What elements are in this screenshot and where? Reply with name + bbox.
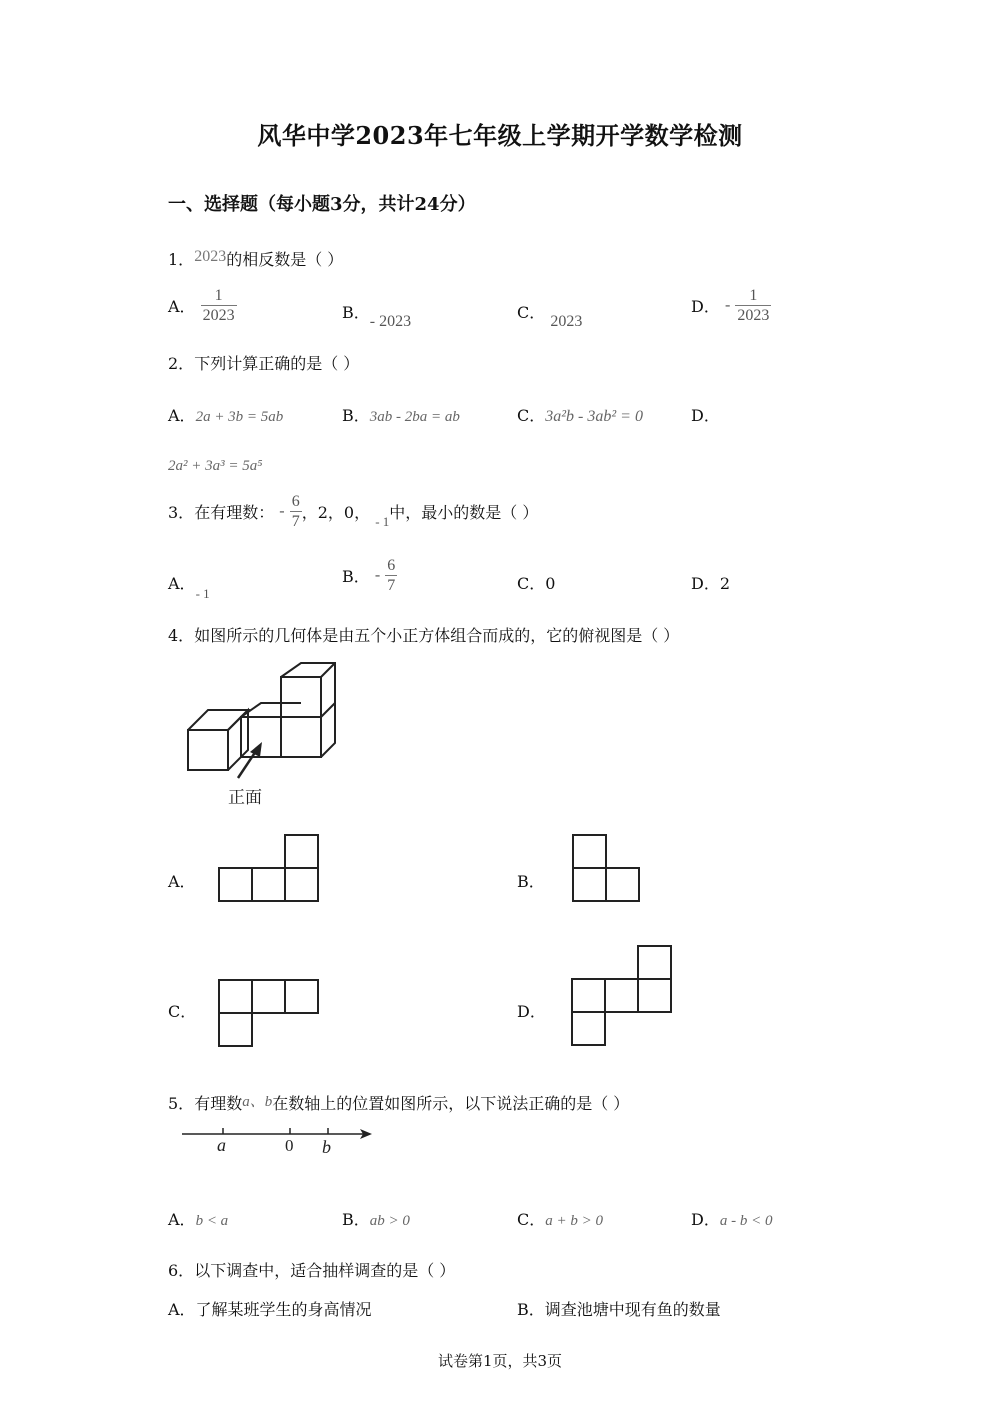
axis-label-b: b [322, 1137, 331, 1157]
question-6: 6．以下调查中，适合抽样调查的是（ ） [168, 1261, 456, 1280]
q4-option-c-label: C． [168, 1002, 197, 1021]
front-label: 正面 [228, 788, 262, 808]
q6-option-b: B．调查池塘中现有鱼的数量 [517, 1300, 721, 1319]
q3-option-a: A．$_{- 1}$ [168, 574, 210, 601]
q4-option-b-figure [571, 833, 643, 905]
q5-option-c: C．a + b > 0 [517, 1210, 603, 1229]
q2-option-a: A．2a + 3b = 5ab [168, 406, 284, 425]
q4-option-d-label: D． [517, 1002, 546, 1021]
question-5: 5．有理数a、b在数轴上的位置如图所示，以下说法正确的是（ ） [168, 1094, 630, 1113]
q3-option-b: B． - $\frac{6}{7}$ [342, 557, 396, 594]
q2-option-b: B．3ab - 2ba = ab [342, 406, 460, 425]
geometric-solid-figure [180, 660, 345, 810]
q2-option-d: 2a² + 3a³ = 5a⁵ [168, 458, 263, 474]
page-title: 风华中学2023年七年级上学期开学数学检测 [257, 121, 743, 150]
question-4: 4．如图所示的几何体是由五个小正方体组合而成的，它的俯视图是（ ） [168, 626, 680, 645]
q3-option-c: C．0 [517, 574, 556, 593]
q5-option-a: A．b < a [168, 1210, 229, 1229]
q4-option-a-label: A． [168, 872, 196, 891]
q6-option-a: A．了解某班学生的身高情况 [168, 1300, 372, 1319]
q4-option-b-label: B． [517, 872, 545, 891]
q1-option-c: C． 2023 [517, 303, 583, 330]
q4-option-c-figure [218, 978, 324, 1050]
q2-option-c: C．3a²b - 3ab² = 0 [517, 406, 643, 425]
q5-option-b: B．ab > 0 [342, 1210, 410, 1229]
q1-option-d: D． - $\frac{1}{2023}$ [691, 287, 770, 324]
question-3: 3．在有理数： - $\frac{6}{7}$ ，2，0， $_{- 1}$中，最小的数是（ ） [168, 493, 539, 530]
q1-option-a: A． $\frac{1}{2023}$ [168, 287, 235, 324]
page-footer: 试卷第1页，共3页 [437, 1352, 563, 1370]
number-line [180, 1120, 380, 1160]
question-2: 2．下列计算正确的是（ ） [168, 354, 360, 373]
q5-option-d: D．a - b < 0 [691, 1210, 773, 1229]
question-1: 1．2023的相反数是（ ） [168, 248, 344, 269]
q3-option-d: D．2 [691, 574, 731, 593]
q4-option-d-figure [571, 945, 677, 1049]
axis-label-a: a [217, 1135, 226, 1155]
axis-label-zero: 0 [285, 1136, 294, 1155]
q4-option-a-figure [218, 833, 322, 905]
section-heading: 一、选择题（每小题3分，共计24分） [168, 194, 476, 215]
q1-option-b: B．- 2023 [342, 303, 412, 330]
q2-option-d-label: D． [691, 406, 720, 425]
